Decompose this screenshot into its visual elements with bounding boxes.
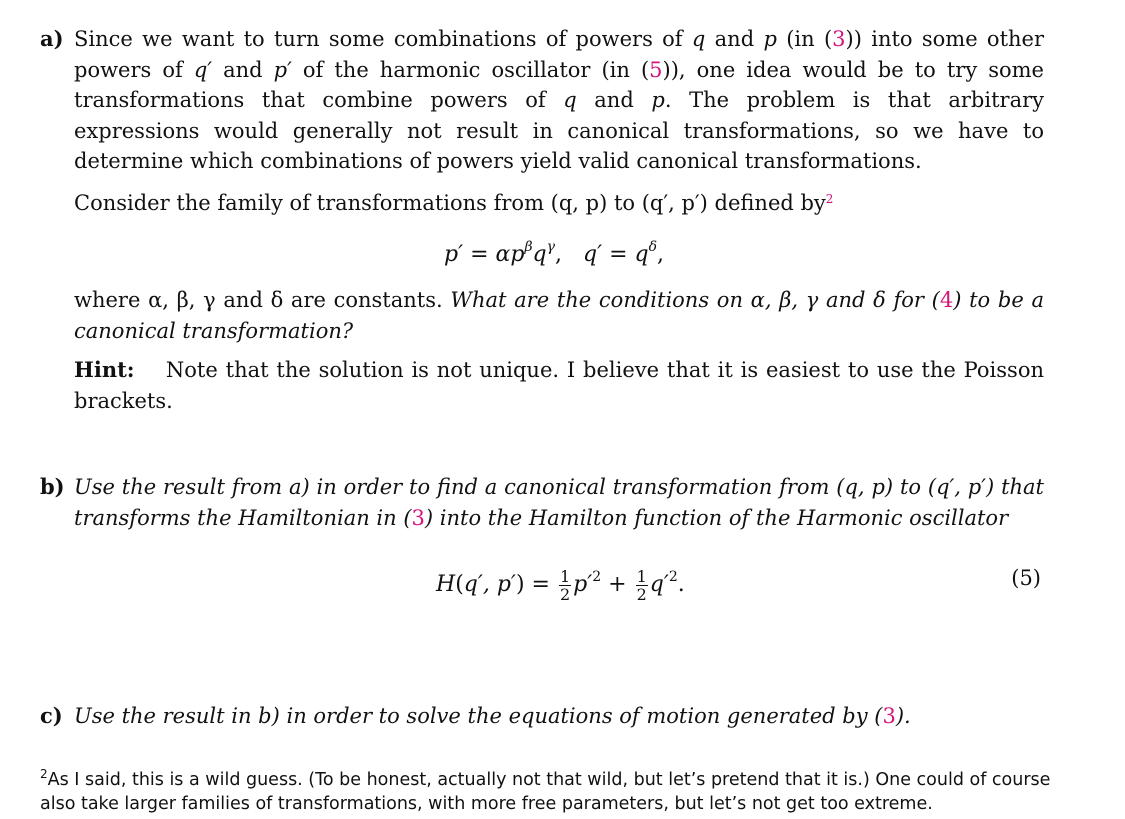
- where-text: where α, β, γ and δ are constants.: [74, 288, 443, 312]
- footnote-mark: 2: [40, 767, 48, 781]
- part-c-label: c): [40, 703, 63, 728]
- consider-text: Consider the family of transformations from (q, p) to (q′, p′) defined by: [74, 191, 826, 215]
- hint-text: Note that the solution is not unique. I believe that it is easiest to use the Poisson brackets.: [74, 358, 1044, 413]
- transformation-equation: $p' = \alpha p^\beta q^\gamma$, $q' = q^\delta$,: [444, 239, 665, 267]
- part-a-question: [74, 285, 1044, 346]
- footnote: [40, 762, 1060, 816]
- part-b-label: b): [40, 474, 65, 499]
- hint-label: Hint:: [74, 357, 135, 382]
- hint: [74, 355, 1044, 416]
- part-a-consider: [74, 184, 1044, 219]
- part-c-text: Use the result in b) in order to solve the equations of motion generated by (3).: [74, 704, 911, 728]
- footnote-text: As I said, this is a wild guess. (To be honest, actually not that wild, but let’s pretend that it is.) One could of course also take larger families of transformations, with more free parameters, but let’s not get too extreme.: [40, 770, 1051, 814]
- part-a-intro-text: Since we want to turn some combinations of powers of q and p (in (3)) into some other powers of q′ and p′ of the harmonic oscillator (in (5)), one idea would be to try some transformations that combine powers of q and p. The problem is that arbitrary expressions would generally not result in canonical transformations, so we have to determine which combinations of powers yield valid canonical transformations.: [74, 27, 1044, 173]
- question-text: What are the conditions on α, β, γ and δ for (4) to be a canonical transformation?: [74, 288, 1044, 343]
- part-b-text: Use the result from a) in order to find a canonical transformation from (q, p) to (q′, p′) that transforms the Hamiltonian in (3) into the Hamilton function of the Harmonic oscillator: [74, 475, 1044, 530]
- part-a-intro: [74, 24, 1044, 177]
- equation-number: (5): [1011, 566, 1041, 590]
- hamiltonian-equation: H(q′, p′) = $\frac{1}{2}$ $p'^2$ + $\frac{1}{2}$ $q'^2$.: [436, 566, 685, 604]
- footnote-ref[interactable]: 2: [825, 192, 834, 206]
- part-a-label: a): [40, 26, 64, 51]
